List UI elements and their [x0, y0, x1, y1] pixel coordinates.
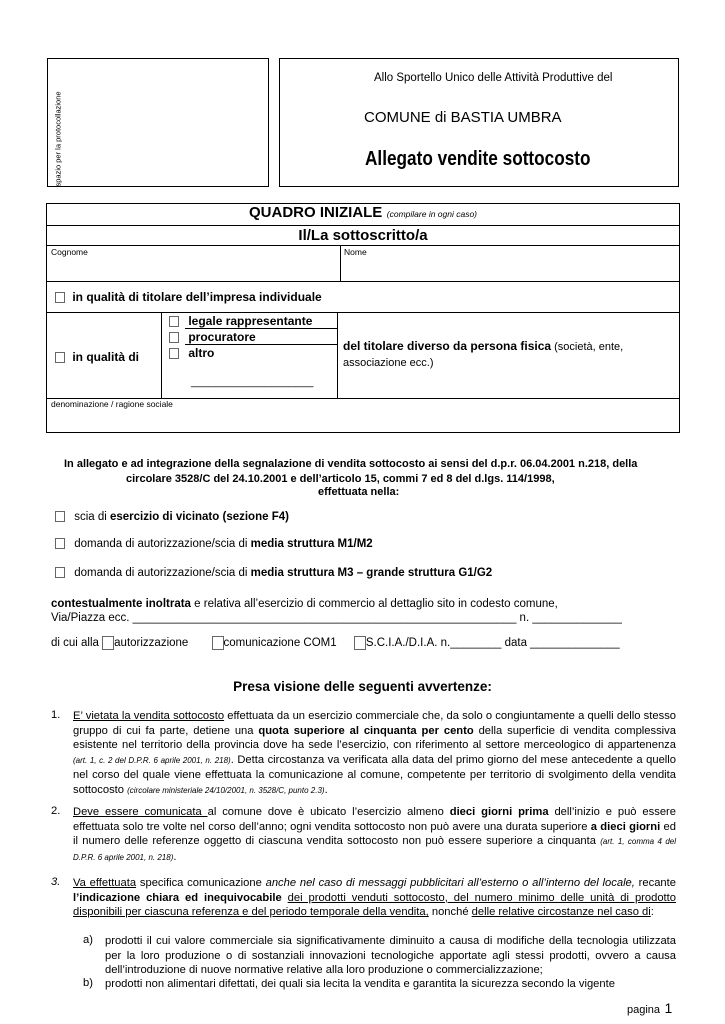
text-run: Deve essere comunicata — [73, 806, 208, 818]
quadro-note: (compilare in ogni caso) — [386, 209, 478, 219]
opt2-bold: media struttura M1/M2 — [250, 538, 373, 550]
option-m1m2 — [55, 538, 373, 550]
contest-bold: contestualmente inoltrata — [51, 598, 191, 610]
opt1-pre: scia di — [74, 511, 110, 523]
item3b-text: prodotti non alimentari difettati, dei quali sia lecita la vendita e garantita la sicurezza secondo la vigente — [105, 978, 615, 990]
intro-line2: circolare 3528/C del 24.10.2001 e dell’articolo 15, commi 7 ed 8 del d.lgs. 114/1998, — [126, 473, 555, 485]
option-m3g1g2 — [55, 567, 492, 579]
opt2-pre: domanda di autorizzazione/scia di — [74, 538, 251, 550]
text-run: delle relative circostanze nel caso di — [471, 906, 651, 919]
titolare-label: in qualità di titolare dell’impresa individuale — [72, 290, 322, 304]
text-run: dieci giorni prima — [449, 806, 549, 818]
divider — [337, 312, 338, 398]
text-run: . — [173, 850, 177, 863]
text-run: (circolare ministeriale 24/10/2001, n. 3528/C, punto 2.3) — [127, 785, 325, 795]
text-run: al comune dove è ubicato l’esercizio almeno — [207, 806, 450, 818]
m3g1g2-checkbox[interactable] — [55, 567, 65, 578]
divider — [185, 344, 337, 345]
item1-number: 1. — [51, 709, 61, 721]
page-title: Allegato vendite sottocosto — [365, 148, 591, 170]
altro-checkbox[interactable] — [169, 348, 179, 359]
legale-checkbox[interactable] — [169, 316, 179, 327]
contestualmente-line — [51, 598, 558, 610]
item3a-number: a) — [83, 934, 93, 946]
text-run: (art. 1, c. 2 del D.P.R. 6 aprile 2001, n. 218) — [73, 755, 231, 765]
intro-line3: effettuata nella: — [318, 486, 400, 498]
protocol-box — [47, 58, 269, 187]
divider — [47, 245, 679, 246]
opt-altro-row — [169, 346, 214, 360]
text-run: effettuata da un esercizio commerciale che, da solo o congiuntamente a quelli dello stesso gruppo di cui fa parte, detiene una — [73, 710, 677, 737]
avvertenze-title: Presa visione delle seguenti avvertenze: — [233, 679, 492, 694]
divider — [185, 328, 337, 329]
item2-number: 2. — [51, 805, 61, 817]
addressee-text: Allo Sportello Unico delle Attività Produttive del — [374, 72, 613, 84]
in-qualita-label: in qualità di — [72, 350, 140, 364]
option-vicinato — [55, 511, 289, 523]
quadro-subtitle: Il/La sottoscritto/a — [298, 227, 428, 244]
item3b-number: b) — [83, 977, 93, 989]
scia-label: S.C.I.A./D.I.A. n.________ data ______________ — [365, 637, 620, 650]
divider — [47, 225, 679, 226]
divider — [47, 281, 679, 282]
legale-label: legale rappresentante — [188, 314, 313, 328]
cognome-field[interactable]: Cognome — [51, 247, 88, 257]
del-titolare-text — [343, 339, 668, 371]
dicui-label: di cui alla — [51, 637, 99, 650]
in-qualita-checkbox[interactable] — [55, 352, 65, 363]
text-run: anche nel caso di messaggi pubblicitari all’esterno o all’interno del locale, — [265, 877, 635, 889]
quadro-title: QUADRO INIZIALE — [248, 204, 383, 221]
comune-name: COMUNE di BASTIA UMBRA — [364, 109, 562, 126]
com1-label: comunicazione COM1 — [223, 637, 337, 650]
opt-legale-row — [169, 314, 312, 328]
text-run: . — [324, 783, 328, 796]
item3-text — [73, 876, 676, 920]
del-titolare-bold: del titolare diverso da persona fisica — [343, 339, 552, 353]
quadro-title-row — [47, 204, 679, 222]
opt3-bold: media struttura M3 – grande struttura G1/G2 — [250, 567, 493, 579]
com1-checkbox[interactable] — [212, 636, 224, 650]
procuratore-label: procuratore — [188, 330, 256, 344]
titolare-row — [55, 290, 322, 304]
divider — [161, 312, 162, 398]
text-run: ed il numero delle referenze oggetto di ciascuna vendita sottocosto non può essere superiore a cinquanta — [73, 820, 676, 848]
autorizzazione-checkbox[interactable] — [102, 636, 114, 650]
opt1-bold: esercizio di vicinato (sezione F4) — [110, 511, 289, 523]
procuratore-checkbox[interactable] — [169, 332, 179, 343]
page-footer — [627, 1000, 672, 1018]
autorizzazione-label: autorizzazione — [114, 637, 189, 650]
altro-blank[interactable]: ____________________ — [191, 376, 314, 388]
text-run: a dieci giorni — [590, 820, 661, 833]
nome-field[interactable]: Nome — [344, 247, 367, 257]
text-run: quota superiore al cinquanta per cento — [258, 724, 474, 737]
via-field[interactable]: Via/Piazza ecc. ____________________________________________________________ n. ______________ — [51, 612, 622, 624]
text-run: dei prodotti venduti sottocosto, del numero minimo delle unità di prodotto disponibili per ciascuna referenza e del periodo temporale della vendita, — [73, 891, 676, 919]
del-titolare-rest: (società, ente, associazione ecc.) — [343, 341, 624, 369]
item1-text — [73, 709, 676, 799]
divider — [340, 245, 341, 281]
denominazione-field[interactable]: denominazione / ragione sociale — [51, 399, 173, 409]
text-run: specifica comunicazione — [136, 877, 266, 889]
contest-rest: e relativa all’esercizio di commercio al dettaglio sito in codesto comune, — [190, 598, 558, 610]
text-run: Va effettuata — [73, 877, 137, 889]
item2-text — [73, 805, 676, 865]
text-run: (art. 1, comma 4 del D.P.R. 6 aprile 2001, n. 218) — [73, 837, 676, 862]
page-label: pagina — [627, 1004, 661, 1016]
quadro-iniziale — [46, 203, 680, 433]
scia-checkbox[interactable] — [354, 636, 366, 650]
opt-procuratore-row — [169, 330, 256, 344]
m1m2-checkbox[interactable] — [55, 538, 65, 549]
text-run: : — [650, 906, 654, 919]
in-qualita-row — [55, 350, 139, 364]
page-number: 1 — [664, 1000, 673, 1016]
intro-line1: In allegato e ad integrazione della segnalazione di vendita sottocosto ai sensi del d.p.r. 06.04.2001 n.218, della — [64, 458, 638, 470]
text-run: recante — [634, 877, 676, 889]
text-run: nonché — [428, 906, 472, 919]
vicinato-checkbox[interactable] — [55, 511, 65, 522]
header-box — [279, 58, 679, 187]
protocol-label: spazio per la protocollazione — [53, 91, 63, 187]
text-run: l’indicazione chiara ed inequivocabile — [73, 891, 282, 904]
opt3-pre: domanda di autorizzazione/scia di — [74, 567, 251, 579]
text-run: della superficie di vendita complessiva esistente nel territorio della provincia dove ha sede l’esercizio, con riferimento al settore merceologico di appartenenza — [73, 724, 676, 752]
item3-number: 3. — [51, 876, 61, 888]
altro-label: altro — [188, 346, 215, 360]
di-cui-row — [51, 636, 620, 650]
divider — [47, 312, 679, 313]
item3a-text: prodotti il cui valore commerciale sia significativamente diminuito a causa di modifiche della tecnologia utilizzata per la loro produzione o di sostanziali innovazioni tecnologiche apportate agli stessi prodotti, ovvero a causa dell’introduzione di nuove normative relative alla loro produzione o commercializzazione; — [105, 935, 676, 977]
text-run: . Detta circostanza va verificata alla data del primo giorno del mese antecedente a quello nel corso del quale viene effettuata la comunicazione al comune, competente per territorio di svolgimento della vendita sottocosto — [73, 753, 676, 796]
titolare-checkbox[interactable] — [55, 292, 65, 303]
text-run: E’ vietata la vendita sottocosto — [73, 710, 225, 722]
text-run: dell’inizio e può essere effettuata solo tre volte nel corso dell’anno; ogni vendita sottocosto non può avere una durata superiore — [73, 806, 677, 833]
